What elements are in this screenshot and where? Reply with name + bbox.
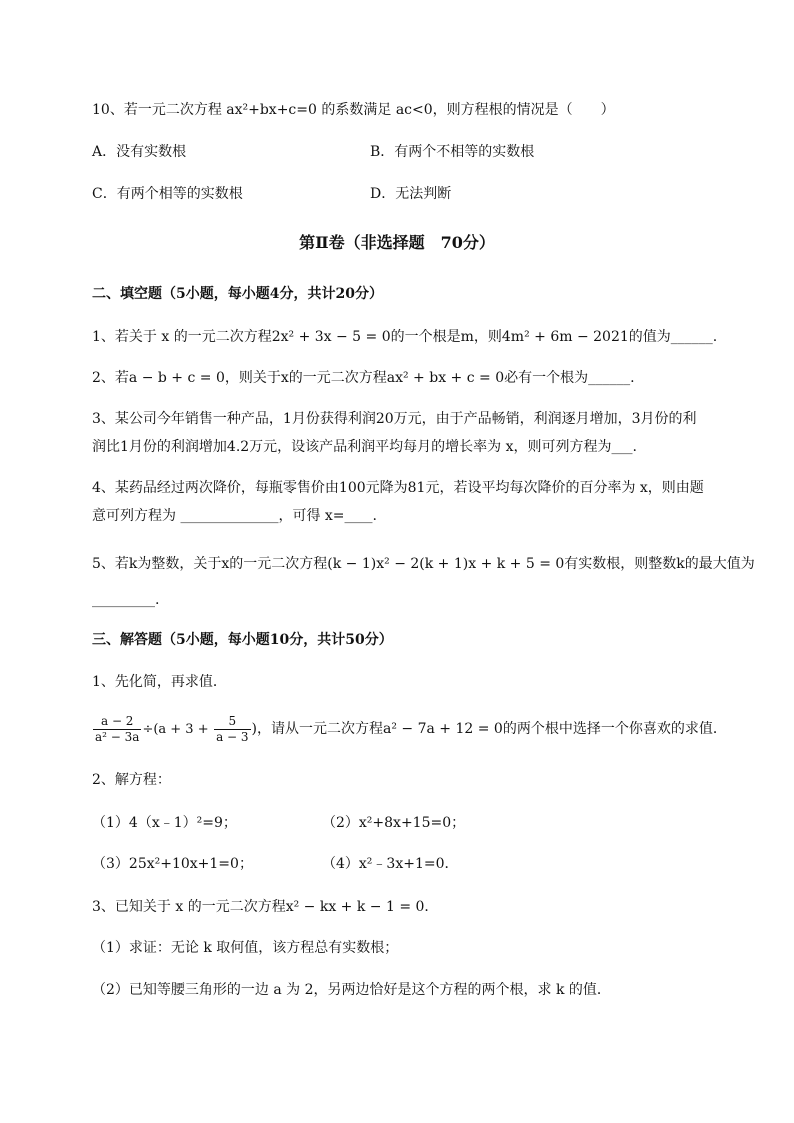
equation-1: （1）4（x﹣1）²=9； xyxy=(92,815,237,831)
question-10-stem: 10、若一元二次方程 ax²+bx+c=0 的系数满足 ac<0，则方程根的情况是（ ） xyxy=(92,102,615,118)
fill-question-4-line2: 意可列方程为 ______________，可得 x=____. xyxy=(92,508,377,524)
part2-title: 第Ⅱ卷（非选择题 70分） xyxy=(299,233,495,252)
fraction-1-denominator: a² − 3a xyxy=(95,729,140,744)
solve-section-heading: 三、解答题（5小题，每小题10分，共计50分） xyxy=(92,632,393,648)
solve-question-2-line1: 2、解方程： xyxy=(92,772,171,788)
fill-question-2: 2、若a − b + c = 0，则关于x的一元二次方程ax² + bx + c = 0必有一个根为______. xyxy=(92,370,635,386)
fill-question-5-line2: _________. xyxy=(92,592,160,608)
expression-tail: )，请从一元二次方程a² − 7a + 12 = 0的两个根中选择一个你喜欢的求值． xyxy=(251,721,727,737)
solve-question-3-line1: 3、已知关于 x 的一元二次方程x² − kx + k − 1 = 0． xyxy=(92,899,439,915)
solve-question-1-expression xyxy=(92,712,727,747)
fraction-1 xyxy=(93,714,141,745)
fill-question-5-line1: 5、若k为整数，关于x的一元二次方程(k − 1)x² − 2(k + 1)x + k + 5 = 0有实数根，则整数k的最大值为 xyxy=(92,556,755,572)
fraction-2-numerator: 5 xyxy=(214,714,250,730)
fraction-2 xyxy=(214,714,250,745)
option-a: A．没有实数根 xyxy=(92,144,187,160)
fill-question-3-line1: 3、某公司今年销售一种产品，1月份获得利润20万元，由于产品畅销，利润逐月增加，3月份的利 xyxy=(92,411,697,427)
fraction-2-denominator: a − 3 xyxy=(216,729,249,744)
option-b: B．有两个不相等的实数根 xyxy=(370,144,535,160)
expression-middle: ÷(a + 3 + xyxy=(142,722,209,737)
fill-question-3-line2: 润比1月份的利润增加4.2万元，设该产品利润平均每月的增长率为 x，则可列方程为___. xyxy=(92,439,637,455)
fill-section-heading: 二、填空题（5小题，每小题4分，共计20分） xyxy=(92,286,383,302)
option-d: D．无法判断 xyxy=(370,186,452,202)
fill-question-4-line1: 4、某药品经过两次降价，每瓶零售价由100元降为81元，若设平均每次降价的百分率为 x，则由题 xyxy=(92,480,704,496)
solve-question-1-line1: 1、先化简，再求值． xyxy=(92,674,227,690)
fill-question-1: 1、若关于 x 的一元二次方程2x² + 3x − 5 = 0的一个根是m，则4m² + 6m − 2021的值为______. xyxy=(92,329,718,345)
equation-3: （3）25x²+10x+1=0； xyxy=(92,856,253,872)
solve-question-3-part1: （1）求证：无论 k 取何值，该方程总有实数根； xyxy=(92,940,399,956)
equation-4: （4）x²﹣3x+1=0． xyxy=(322,856,459,872)
fraction-1-numerator: a − 2 xyxy=(93,714,141,730)
option-c: C．有两个相等的实数根 xyxy=(92,186,243,202)
equation-2: （2）x²+8x+15=0； xyxy=(322,815,466,831)
solve-question-3-part2: （2）已知等腰三角形的一边 a 为 2，另两边恰好是这个方程的两个根，求 k 的值． xyxy=(92,982,611,998)
